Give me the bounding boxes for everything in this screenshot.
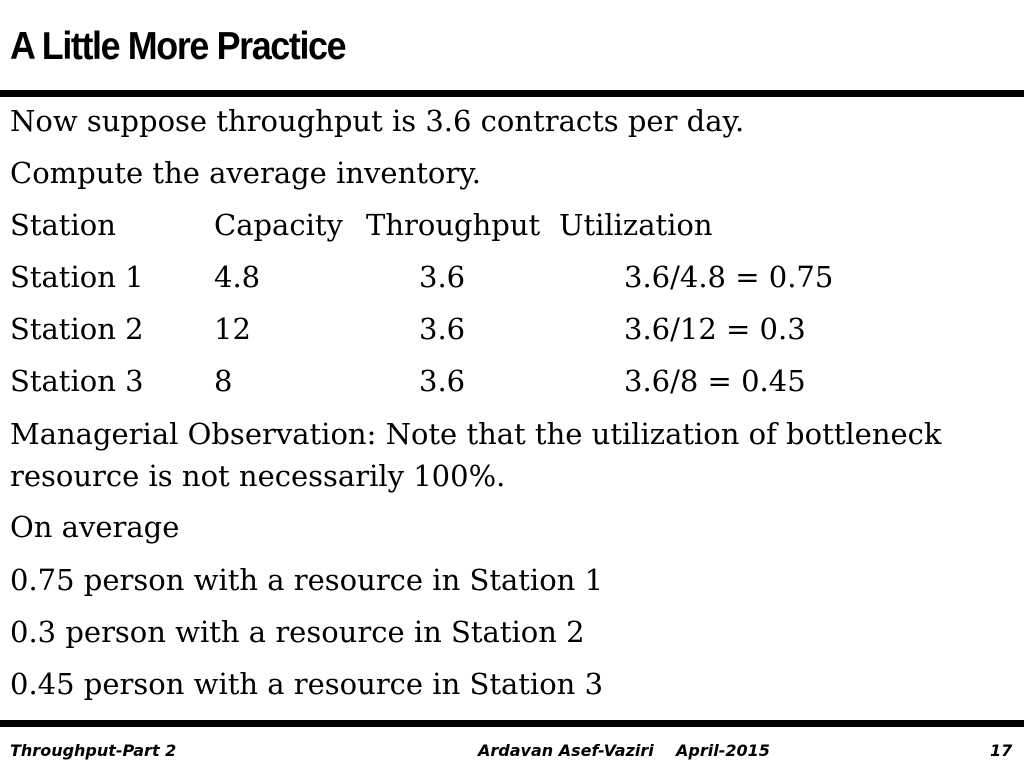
footer-course-title: Throughput-Part 2 bbox=[10, 741, 177, 760]
slide-title: A Little More Practice bbox=[10, 25, 346, 68]
utilization-value: 3.6/8 = 0.45 bbox=[624, 364, 806, 398]
throughput-value: 3.6 bbox=[419, 260, 466, 294]
title-divider bbox=[0, 90, 1024, 97]
throughput-value: 3.6 bbox=[419, 364, 466, 398]
footer-page-number: 17 bbox=[990, 741, 1013, 760]
footer-author-date: Ardavan Asef-Vaziri April-2015 bbox=[478, 741, 770, 760]
capacity-value: 4.8 bbox=[214, 260, 261, 294]
footer-divider bbox=[0, 720, 1024, 727]
throughput-value: 3.6 bbox=[419, 312, 466, 346]
utilization-value: 3.6/4.8 = 0.75 bbox=[624, 260, 834, 294]
station-name: Station 1 bbox=[10, 260, 144, 294]
result-station-2: 0.3 person with a resource in Station 2 bbox=[10, 615, 585, 649]
header-utilization: Utilization bbox=[559, 208, 713, 242]
capacity-value: 12 bbox=[214, 312, 251, 346]
task-statement: Compute the average inventory. bbox=[10, 156, 481, 190]
capacity-value: 8 bbox=[214, 364, 233, 398]
managerial-observation: Managerial Observation: Note that the utilization of bottleneck resource is not necessarily 100%. bbox=[10, 417, 942, 493]
header-station: Station bbox=[10, 208, 116, 242]
utilization-value: 3.6/12 = 0.3 bbox=[624, 312, 806, 346]
station-name: Station 2 bbox=[10, 312, 144, 346]
result-station-1: 0.75 person with a resource in Station 1 bbox=[10, 563, 604, 597]
problem-statement: Now suppose throughput is 3.6 contracts per day. bbox=[10, 104, 745, 138]
header-capacity: Capacity bbox=[214, 208, 343, 242]
on-average-label: On average bbox=[10, 510, 180, 544]
result-station-3: 0.45 person with a resource in Station 3 bbox=[10, 667, 604, 701]
header-throughput: Throughput bbox=[366, 208, 541, 242]
station-name: Station 3 bbox=[10, 364, 144, 398]
